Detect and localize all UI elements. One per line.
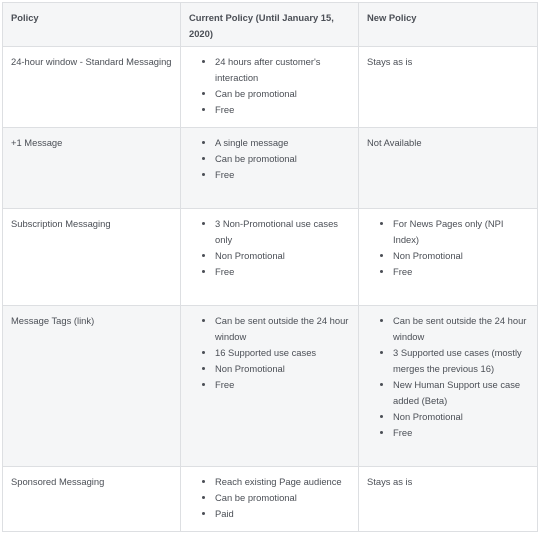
current-policy-list xyxy=(189,216,351,280)
current-policy-cell xyxy=(181,209,359,306)
policy-name-cell: +1 Message xyxy=(3,128,181,209)
current-policy-cell xyxy=(181,306,359,467)
list-item: • Non Promotional xyxy=(215,361,351,377)
policy-name-cell: Message Tags (link) xyxy=(3,306,181,467)
current-policy-cell xyxy=(181,128,359,209)
policy-name-cell: Subscription Messaging xyxy=(3,209,181,306)
new-policy-cell: Stays as is xyxy=(359,47,538,128)
list-item: • Free xyxy=(393,264,530,280)
new-policy-cell: Stays as is xyxy=(359,467,538,532)
new-policy-cell xyxy=(359,306,538,467)
list-item: • Can be promotional xyxy=(215,490,351,506)
header-current-policy: Current Policy (Until January 15, 2020) xyxy=(181,3,359,47)
current-policy-cell xyxy=(181,47,359,128)
table-row xyxy=(3,128,538,209)
table-body xyxy=(3,47,538,532)
list-item: • Can be promotional xyxy=(215,151,351,167)
policy-name-cell: Sponsored Messaging xyxy=(3,467,181,532)
list-item: • Free xyxy=(215,264,351,280)
header-policy: Policy xyxy=(3,3,181,47)
list-item: • Can be sent outside the 24 hour window xyxy=(215,313,351,345)
list-item: • Non Promotional xyxy=(393,409,530,425)
new-policy-list xyxy=(367,216,530,280)
new-policy-list xyxy=(367,313,530,441)
list-item: • Non Promotional xyxy=(215,248,351,264)
list-item: • 3 Supported use cases (mostly merges the previous 16) xyxy=(393,345,530,377)
list-item: • Free xyxy=(215,102,351,118)
table-row xyxy=(3,47,538,128)
policy-comparison-table xyxy=(2,2,538,532)
list-item: • For News Pages only (NPI Index) xyxy=(393,216,530,248)
header-row xyxy=(3,3,538,47)
list-item: • Can be promotional xyxy=(215,86,351,102)
list-item: • Paid xyxy=(215,506,351,522)
current-policy-list xyxy=(189,135,351,183)
current-policy-list xyxy=(189,313,351,393)
current-policy-cell xyxy=(181,467,359,532)
list-item: • Free xyxy=(215,377,351,393)
list-item: • 16 Supported use cases xyxy=(215,345,351,361)
list-item: • 24 hours after customer's interaction xyxy=(215,54,351,86)
list-item: • Reach existing Page audience xyxy=(215,474,351,490)
new-policy-cell xyxy=(359,209,538,306)
table-header xyxy=(3,3,538,47)
list-item: • New Human Support use case added (Beta) xyxy=(393,377,530,409)
list-item: • Non Promotional xyxy=(393,248,530,264)
current-policy-list xyxy=(189,54,351,118)
table-row xyxy=(3,467,538,532)
list-item: • Free xyxy=(393,425,530,441)
header-new-policy: New Policy xyxy=(359,3,538,47)
list-item: • 3 Non-Promotional use cases only xyxy=(215,216,351,248)
table-row xyxy=(3,209,538,306)
current-policy-list xyxy=(189,474,351,522)
list-item: • Free xyxy=(215,167,351,183)
list-item: • Can be sent outside the 24 hour window xyxy=(393,313,530,345)
new-policy-cell: Not Available xyxy=(359,128,538,209)
list-item: • A single message xyxy=(215,135,351,151)
policy-name-cell: 24-hour window - Standard Messaging xyxy=(3,47,181,128)
table-row xyxy=(3,306,538,467)
